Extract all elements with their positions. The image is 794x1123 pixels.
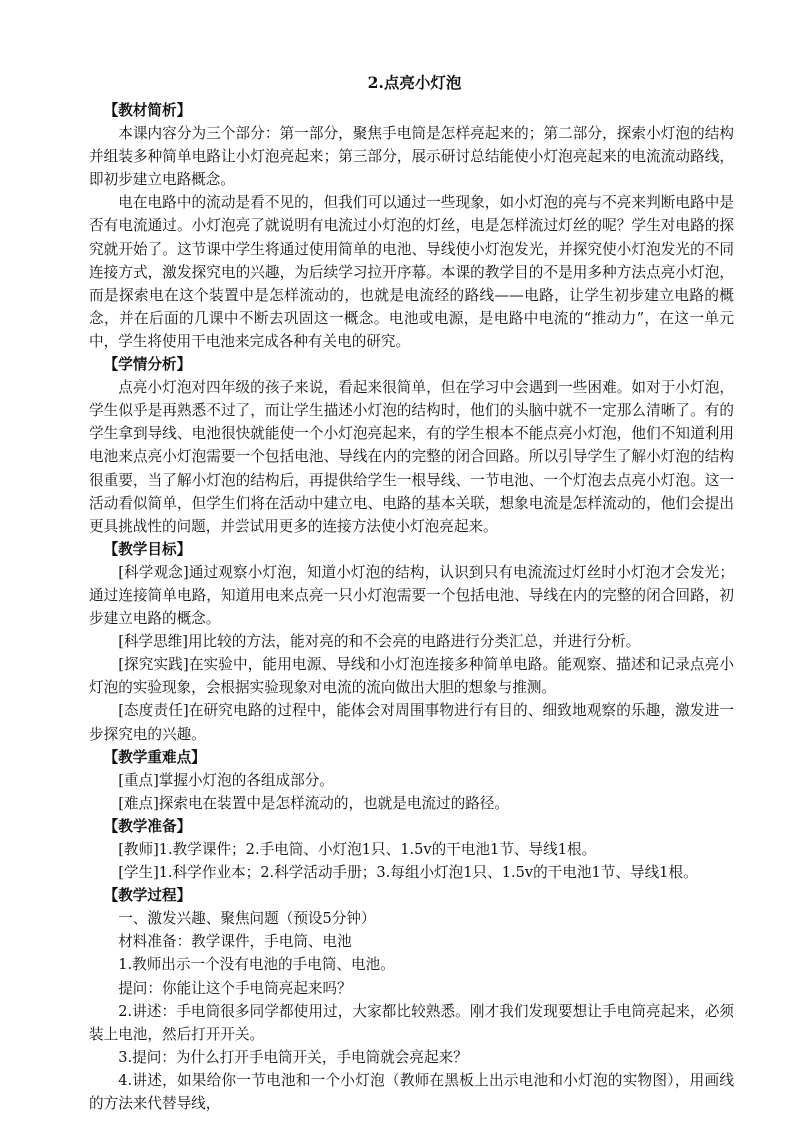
section-heading-preparation: 【教学准备】 (103, 817, 192, 835)
paragraph: [难点]探索电在装置中是怎样流动的，也就是电流过的路径。 (118, 794, 510, 812)
paragraph: [探究实践]在实验中，能用电源、导线和小灯泡连接多种简单电路。能观察、描述和记录点亮小灯泡的实验现象，会根据实验现象对电流的流向做出大胆的想象与推测。 (89, 656, 734, 697)
paragraph: [教师]1.教学课件；2.手电筒、小灯泡1只、1.5v的干电池1节、导线1根。 (118, 841, 597, 858)
paragraph: [态度责任]在研究电路的过程中，能体会对周围事物进行有目的、细致地观察的乐趣，激发进一步探究电的兴趣。 (89, 702, 734, 743)
paragraph: 点亮小灯泡对四年级的孩子来说，看起来很简单，但在学习中会遇到一些困难。如对于小灯泡，学生似乎是再熟悉不过了，而让学生描述小灯泡的结构时，他们的头脑中就不一定那么清晰了。有的学生拿到导线、电池很快就能使一个小灯泡亮起来，有的学生根本不能点亮小灯泡，他们不知道利用电池来点亮小灯泡需要一个包括电池、导线在内的完整的闭合回路。所以引导学生了解小灯泡的结构很重要，当了解小灯泡的结构后，再提供给学生一根导线、一节电池、一个灯泡去点亮小灯泡。这一活动看似简单，但学生们将在活动中建立电、电路的基本关联，想象电流是怎样流动的，他们会提出更具挑战性的问题，并尝试用更多的连接方法使小灯泡亮起来。 (89, 379, 734, 535)
paragraph: 一、激发兴趣、聚焦问题（预设5分钟） (118, 910, 376, 928)
paragraph: 3.提问：为什么打开手电筒开关，手电筒就会亮起来？ (118, 1048, 468, 1066)
paragraph: [科学思维]用比较的方法，能对亮的和不会亮的电路进行分类汇总，并进行分析。 (118, 633, 641, 651)
paragraph: [科学观念]通过观察小灯泡，知道小灯泡的结构，认识到只有电流流过灯丝时小灯泡才会发光；通过连接简单电路，知道用电来点亮一只小灯泡需要一个包括电池、导线在内的完整的闭合回路，初步建立电路的概念。 (89, 563, 734, 628)
paragraph: 材料准备：教学课件，手电筒、电池 (118, 933, 352, 951)
paragraph: [重点]掌握小灯泡的各组成部分。 (118, 771, 334, 789)
paragraph: 1.教师出示一个没有电池的手电筒、电池。 (118, 956, 395, 974)
section-heading-teaching-goals: 【教学目标】 (103, 540, 192, 558)
paragraph: [学生]1.科学作业本；2.科学活动手册；3.每组小灯泡1只、1.5v的干电池1节、导线1根。 (118, 864, 698, 882)
section-heading-teaching-process: 【教学过程】 (103, 887, 192, 905)
section-heading-key-points: 【教学重难点】 (103, 748, 206, 766)
section-heading-student-analysis: 【学情分析】 (103, 356, 192, 374)
document-title: 2.点亮小灯泡 (367, 73, 462, 92)
paragraph: 本课内容分为三个部分：第一部分，聚焦手电筒是怎样亮起来的；第二部分，探索小灯泡的结构并组装多种简单电路让小灯泡亮起来；第三部分，展示研讨总结能使小灯泡亮起来的电流流动路线，即初步建立电路概念。 (89, 125, 734, 189)
paragraph: 电在电路中的流动是看不见的，但我们可以通过一些现象，如小灯泡的亮与不亮来判断电路中是否有电流通过。小灯泡亮了就说明有电流过小灯泡的灯丝，电是怎样流过灯丝的呢？学生对电路的探究就开始了。这节课中学生将通过使用简单的电池、导线使小灯泡发光，并探究使小灯泡发光的不同连接方式，激发探究电的兴趣，为后续学习拉开序幕。本课的教学目的不是用多种方法点亮小灯泡，而是探索电在这个装置中是怎样流动的，也就是电流经的路线——电路，让学生初步建立电路的概念，并在后面的几课中不断去巩固这一概念。电池或电源，是电路中电流的“推动力”，在这一单元中，学生将使用干电池来完成各种有关电的研究。 (89, 194, 734, 350)
paragraph: 提问：你能让这个手电筒亮起来吗？ (118, 979, 352, 997)
section-heading-textbook-analysis: 【教材简析】 (103, 102, 192, 119)
paragraph: 2.讲述：手电筒很多同学都使用过，大家都比较熟悉。刚才我们发现要想让手电筒亮起来，必须装上电池，然后打开开关。 (89, 1002, 734, 1043)
paragraph: 4.讲述，如果给你一节电池和一个小灯泡（教师在黑板上出示电池和小灯泡的实物图），用画线的方法来代替导线， (89, 1071, 734, 1113)
